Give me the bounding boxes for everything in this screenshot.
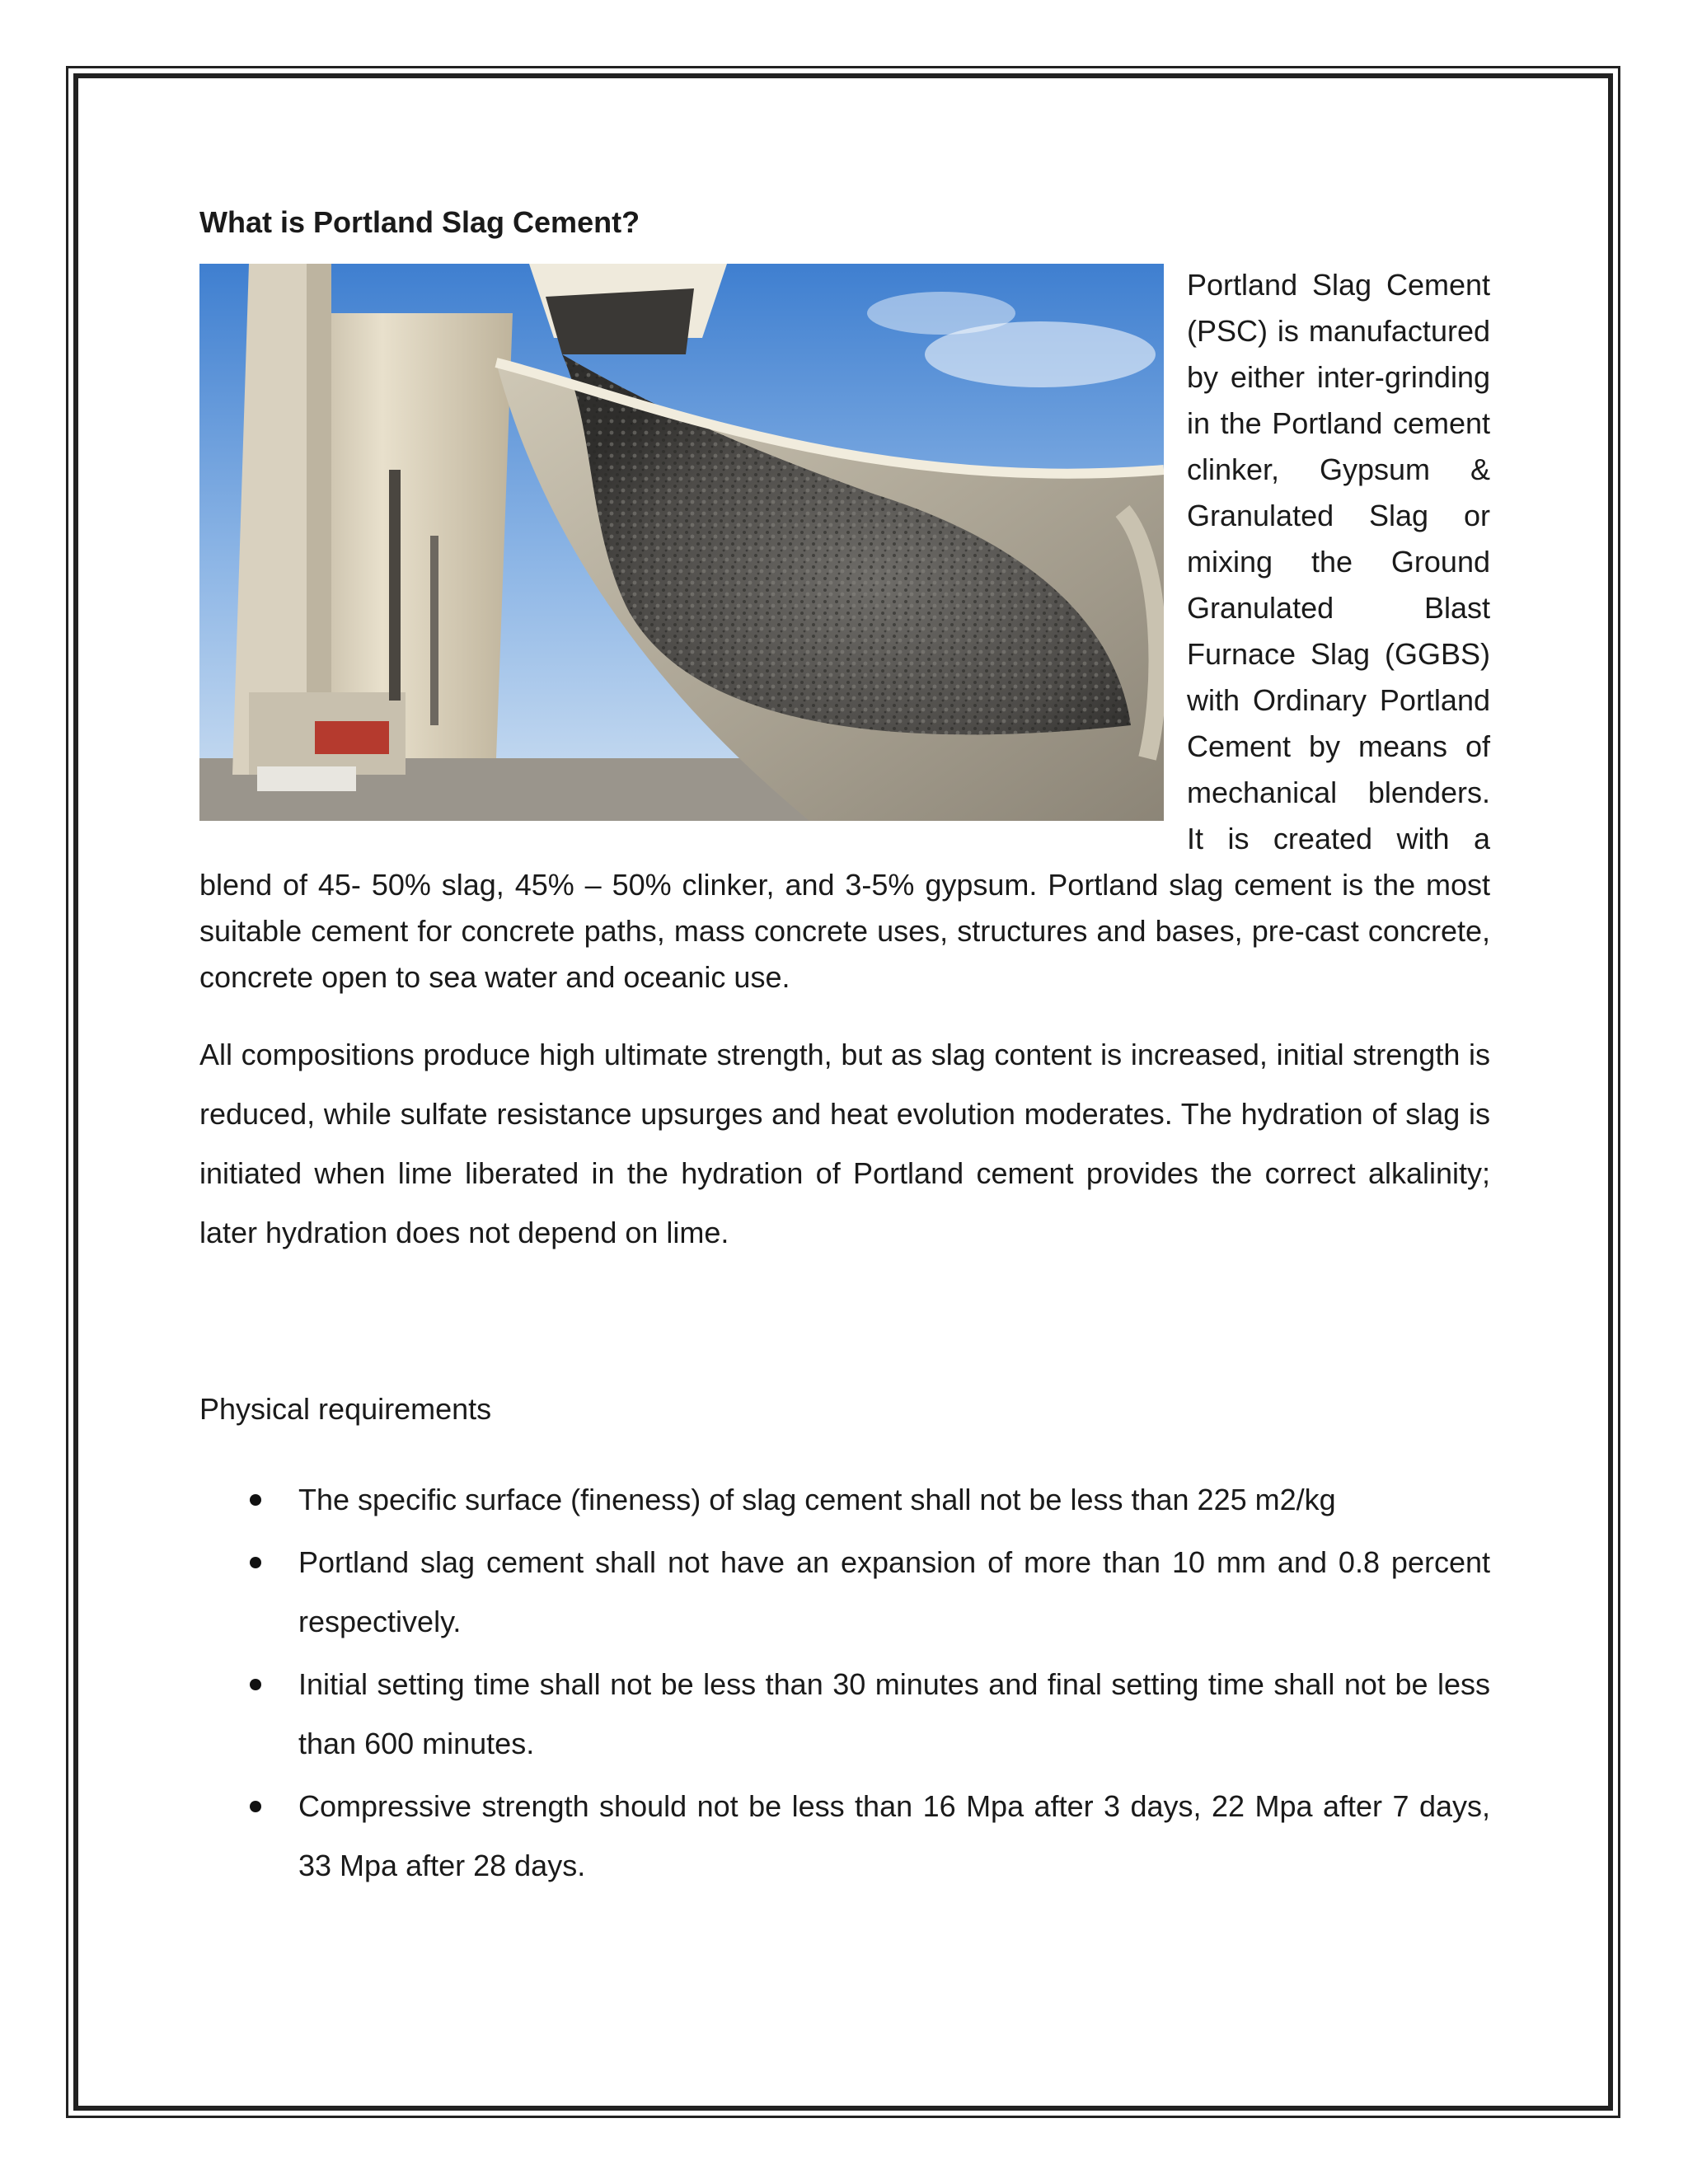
intro-paragraph: Portland Slag Cement (PSC) is manufactured by either inter-grinding in the Portland cement clinker, Gypsum & Granulated Slag or mixing the Ground Granulated Blast Furnace Slag (GGBS) with Ordinary Portland Cement by means of mechanical blenders. It is created with a blend of 45- 50% slag, 45% – 50% clinker, and 3-5% gypsum. Portland slag cement is the most suitable cement for concrete paths, mass concrete uses, structures and bases, pre-cast concrete, concrete open to sea water and oceanic use. (199, 268, 1490, 994)
document-body (199, 199, 1490, 1899)
concrete-mixer-photo (199, 264, 1164, 821)
bullet-icon (250, 1679, 261, 1690)
list-item (199, 1533, 1490, 1652)
list-item (199, 1655, 1490, 1774)
bullet-icon (250, 1801, 261, 1812)
composition-paragraph: All compositions produce high ultimate strength, but as slag content is increased, initial strength is reduced, while sulfate resistance upsurges and heat evolution moderates. The hydration of slag is initiated when lime liberated in the hydration of Portland cement provides the correct alkalinity; later hydration does not depend on lime. (199, 1038, 1490, 1249)
list-item-text: Portland slag cement shall not have an expansion of more than 10 mm and 0.8 percent respectively. (298, 1545, 1490, 1638)
bullet-icon (250, 1494, 261, 1506)
list-item-text: The specific surface (fineness) of slag cement shall not be less than 225 m2/kg (298, 1483, 1336, 1516)
list-item (199, 1470, 1490, 1530)
list-item-text: Compressive strength should not be less than 16 Mpa after 3 days, 22 Mpa after 7 days, 33 Mpa after 28 days. (298, 1789, 1490, 1882)
list-item (199, 1777, 1490, 1896)
page-title: What is Portland Slag Cement? (199, 205, 640, 239)
requirements-list (199, 1470, 1490, 1896)
physical-requirements-heading: Physical requirements (199, 1392, 492, 1426)
list-item-text: Initial setting time shall not be less than 30 minutes and final setting time shall not be less than 600 minutes. (298, 1667, 1490, 1760)
bullet-icon (250, 1557, 261, 1568)
